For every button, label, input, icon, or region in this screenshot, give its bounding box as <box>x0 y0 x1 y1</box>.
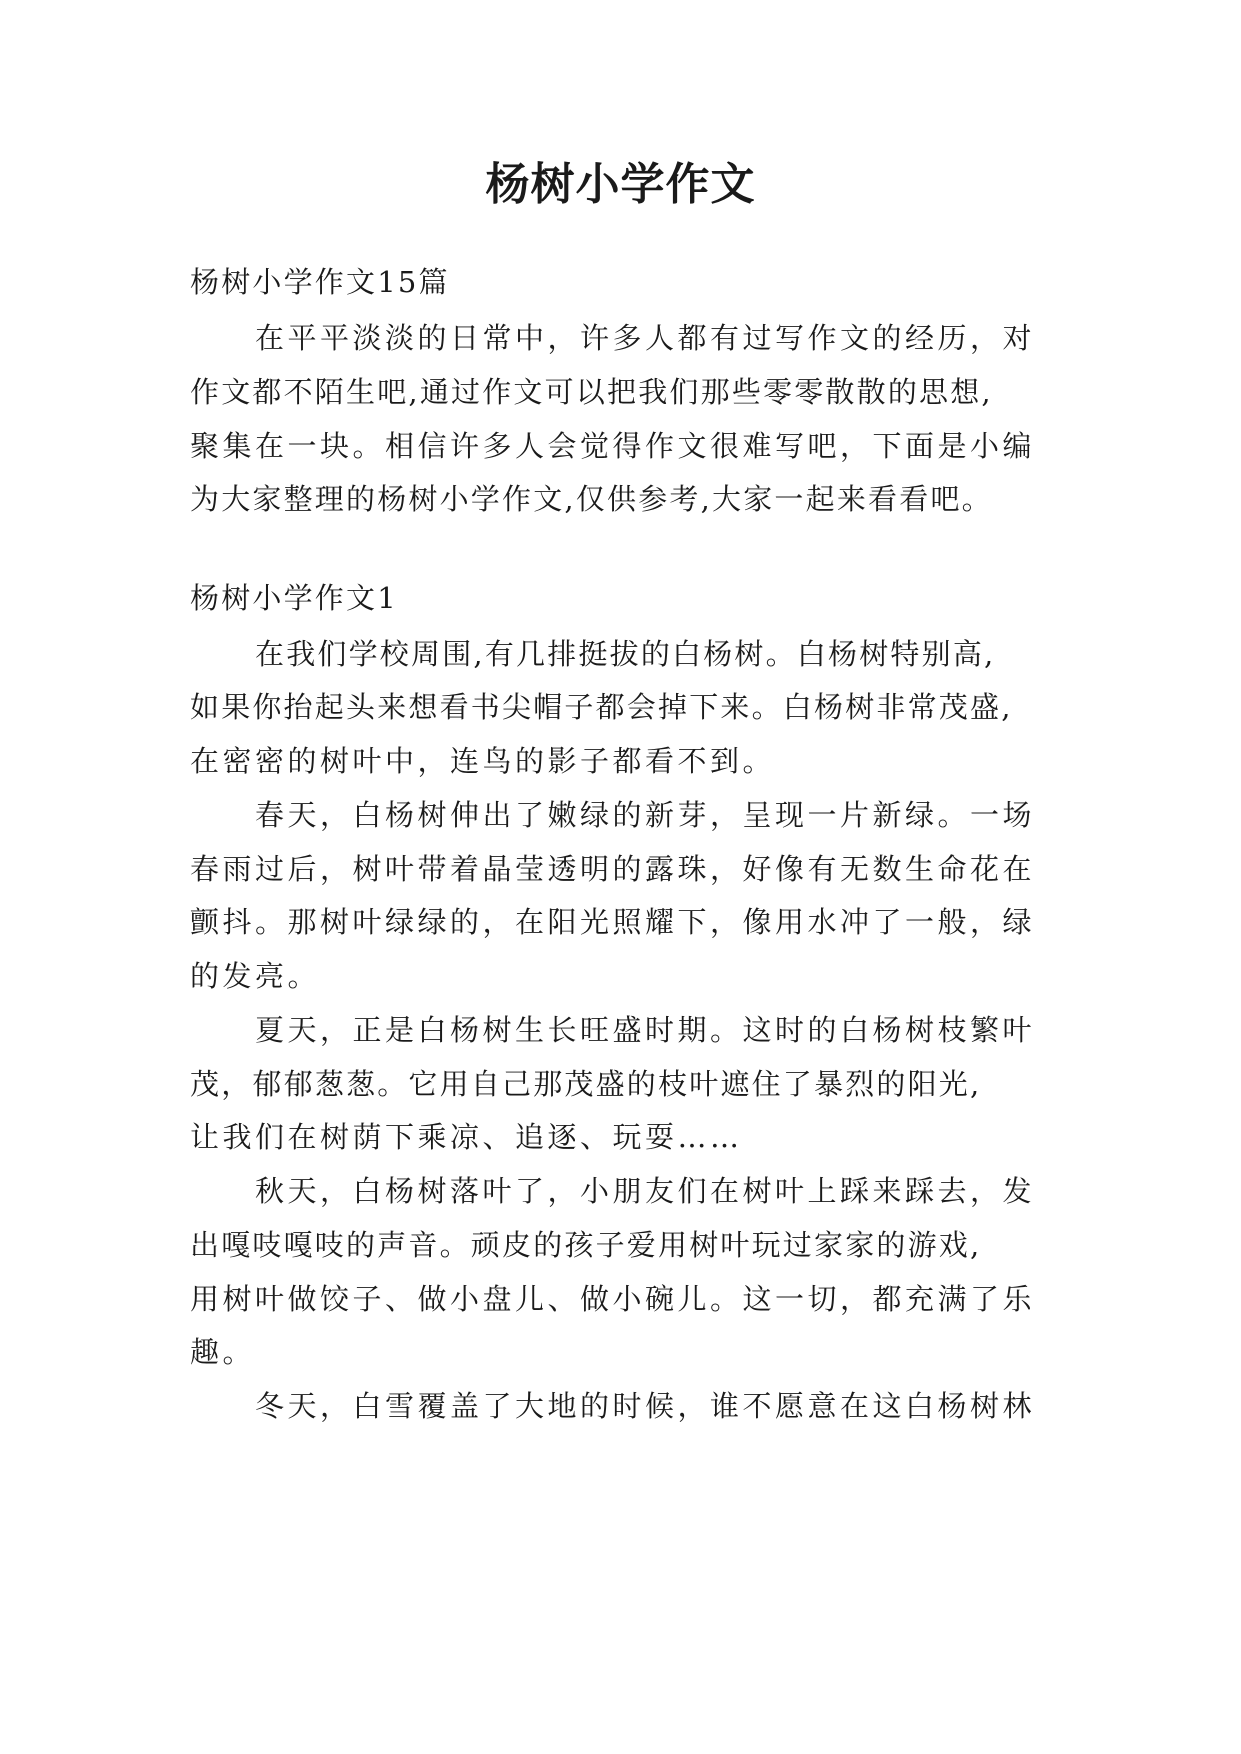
paragraph5-line-1: 冬天，白雪覆盖了大地的时候，谁不愿意在这白杨树林 <box>255 1389 1036 1423</box>
paragraph2-line-2: 春雨过后，树叶带着晶莹透明的露珠，好像有无数生命花在 <box>190 852 1036 886</box>
subtitle-line: 杨树小学作文15篇 <box>190 265 450 299</box>
intro-line-2: 作文都不陌生吧,通过作文可以把我们那些零零散散的思想, <box>190 375 993 409</box>
intro-line-1: 在平平淡淡的日常中，许多人都有过写作文的经历，对 <box>255 321 1036 355</box>
intro-line-3: 聚集在一块。相信许多人会觉得作文很难写吧，下面是小编 <box>190 429 1036 463</box>
paragraph4-line-3: 用树叶做饺子、做小盘儿、做小碗儿。这一切，都充满了乐 <box>190 1282 1036 1316</box>
paragraph1-line-1: 在我们学校周围,有几排挺拔的白杨树。白杨树特别高, <box>255 637 996 671</box>
intro-line-4: 为大家整理的杨树小学作文,仅供参考,大家一起来看看吧。 <box>190 482 993 516</box>
paragraph4-line-4: 趣。 <box>190 1335 256 1369</box>
paragraph1-line-2: 如果你抬起头来想看书尖帽子都会掉下来。白杨树非常茂盛, <box>190 690 1013 724</box>
paragraph4-line-2: 出嘎吱嘎吱的声音。顽皮的孩子爱用树叶玩过家家的游戏, <box>190 1228 982 1262</box>
paragraph2-line-4: 的发亮。 <box>190 959 321 993</box>
paragraph2-line-1: 春天，白杨树伸出了嫩绿的新芽，呈现一片新绿。一场 <box>255 798 1036 832</box>
document-title: 杨树小学作文 <box>485 159 756 210</box>
section-heading: 杨树小学作文1 <box>190 581 398 615</box>
paragraph2-line-3: 颤抖。那树叶绿绿的，在阳光照耀下，像用水冲了一般，绿 <box>190 905 1036 939</box>
paragraph1-line-3: 在密密的树叶中，连鸟的影子都看不到。 <box>190 744 776 778</box>
paragraph3-line-2: 茂，郁郁葱葱。它用自己那茂盛的枝叶遮住了暴烈的阳光, <box>190 1067 982 1101</box>
paragraph4-line-1: 秋天，白杨树落叶了，小朋友们在树叶上踩来踩去，发 <box>255 1174 1036 1208</box>
paragraph3-line-1: 夏天，正是白杨树生长旺盛时期。这时的白杨树枝繁叶 <box>255 1013 1036 1047</box>
paragraph3-line-3: 让我们在树荫下乘凉、追逐、玩耍…… <box>190 1120 743 1154</box>
